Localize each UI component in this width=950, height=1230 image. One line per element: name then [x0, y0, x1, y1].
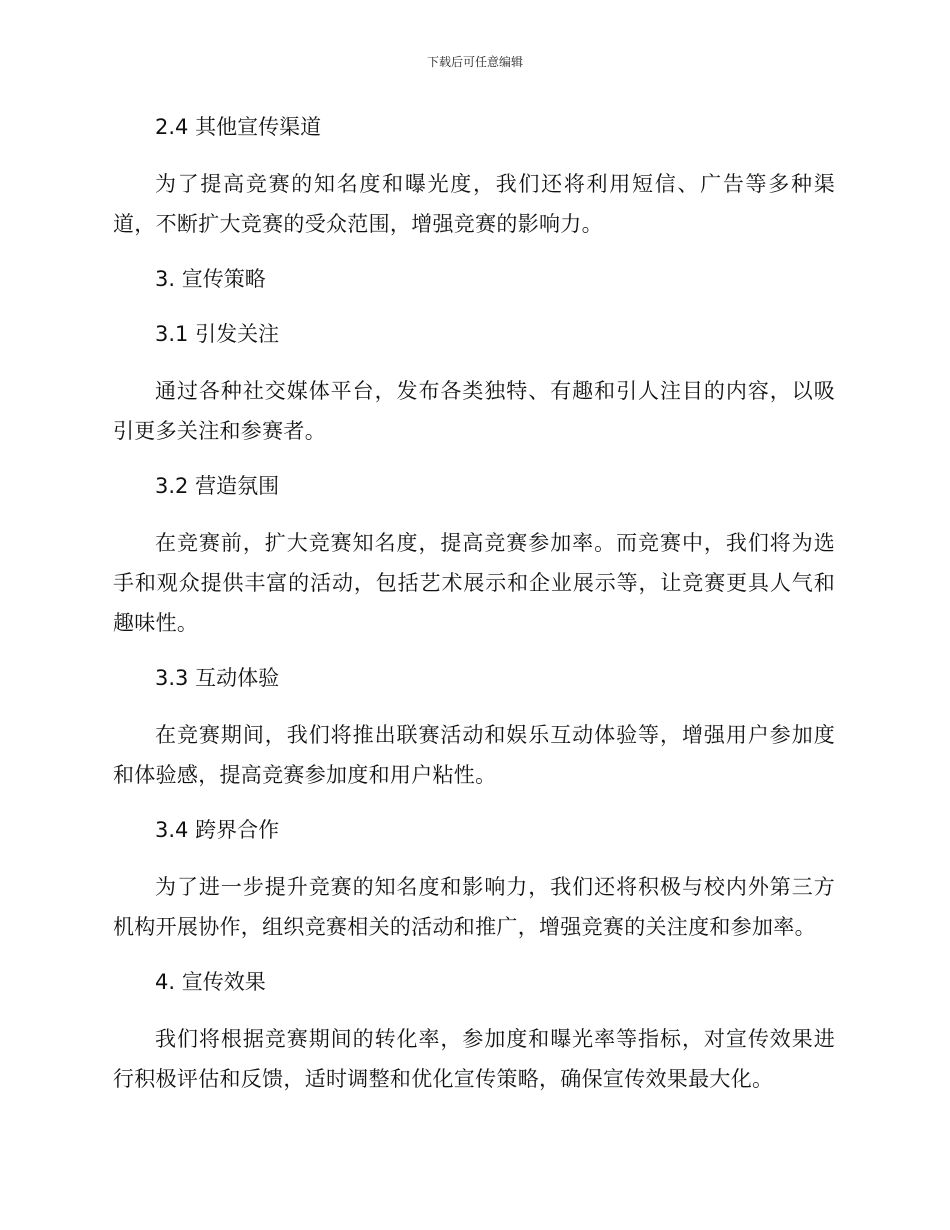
section-heading-3: 3. 宣传策略 — [155, 267, 266, 291]
section-heading-3-2: 3.2 营造氛围 — [155, 474, 280, 498]
section-heading-3-1: 3.1 引发关注 — [155, 322, 280, 346]
section-heading-4: 4. 宣传效果 — [155, 970, 266, 994]
section-paragraph-3-3: 在竞赛期间，我们将推出联赛活动和娱乐互动体验等，增强用户参加度和体验感，提高竞赛参加度和用户粘性。 — [113, 723, 835, 787]
document-body — [113, 112, 835, 1099]
section-paragraph-3-2: 在竞赛前，扩大竞赛知名度，提高竞赛参加率。而竞赛中，我们将为选手和观众提供丰富的活动，包括艺术展示和企业展示等，让竞赛更具人气和趣味性。 — [113, 531, 835, 635]
section-heading-2-4: 2.4 其他宣传渠道 — [155, 115, 322, 139]
section-paragraph-2-4: 为了提高竞赛的知名度和曝光度，我们还将利用短信、广告等多种渠道，不断扩大竞赛的受众范围，增强竞赛的影响力。 — [113, 172, 835, 236]
section-heading-3-4: 3.4 跨界合作 — [155, 818, 280, 842]
section-paragraph-3-4: 为了进一步提升竞赛的知名度和影响力，我们还将积极与校内外第三方机构开展协作，组织竞赛相关的活动和推广，增强竞赛的关注度和参加率。 — [113, 875, 835, 939]
section-heading-3-3: 3.3 互动体验 — [155, 666, 280, 690]
section-paragraph-4: 我们将根据竞赛期间的转化率，参加度和曝光率等指标，对宣传效果进行积极评估和反馈，适时调整和优化宣传策略，确保宣传效果最大化。 — [113, 1027, 835, 1091]
page-header-note: 下载后可任意编辑 — [426, 55, 523, 69]
section-paragraph-3-1: 通过各种社交媒体平台，发布各类独特、有趣和引人注目的内容，以吸引更多关注和参赛者。 — [113, 379, 835, 443]
